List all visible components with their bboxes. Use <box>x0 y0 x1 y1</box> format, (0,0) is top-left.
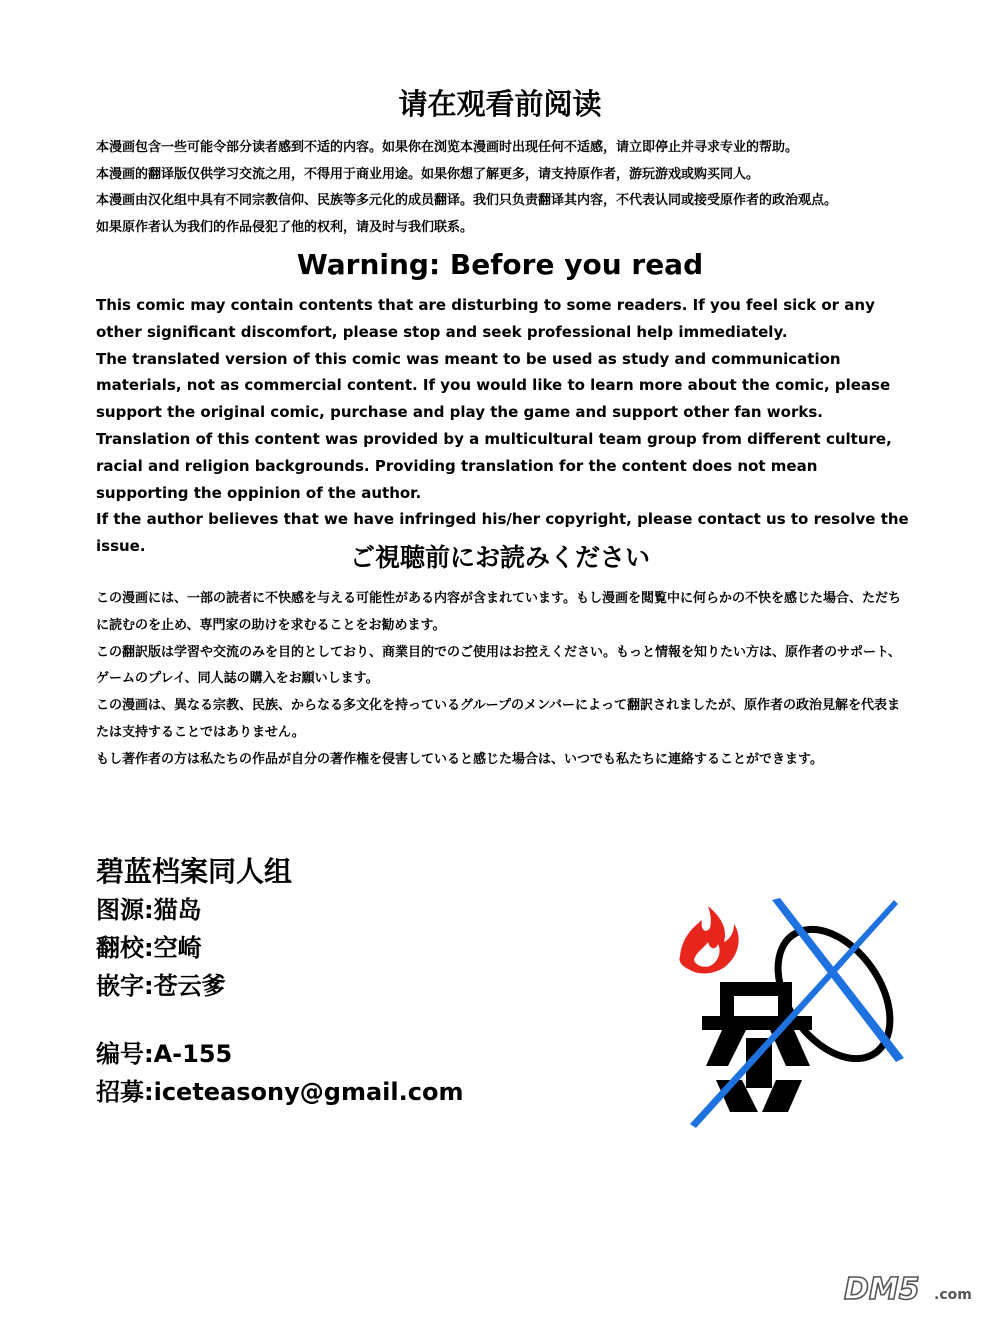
chinese-notice-line: 本漫画包含一些可能令部分读者感到不适的内容。如果你在浏览本漫画时出现任何不适感，请立即停止并寻求专业的帮助。 <box>96 140 799 155</box>
japanese-notice-paragraph: この漫画は、異なる宗教、民族、からなる多文化を持っているグループのメンバーによって翻訳されましたが、原作者の政治見解を代表または支持することではありません。 <box>96 698 901 740</box>
serial-number: 编号:A-155 <box>96 1040 233 1068</box>
english-notice-body <box>96 292 911 560</box>
group-emblem-logo <box>662 898 912 1128</box>
chinese-notice-line: 本漫画由汉化组中具有不同宗教信仰、民族等多元化的成员翻译。我们只负责翻译其内容，不代表认同或接受原作者的政治观点。 <box>96 193 838 208</box>
chinese-notice-line: 如果原作者认为我们的作品侵犯了他的权利，请及时与我们联系。 <box>96 219 474 235</box>
proofreading-credit: 翻校:空崎 <box>96 934 202 962</box>
image-source-credit: 图源:猫岛 <box>96 896 202 924</box>
english-notice-paragraph: The translated version of this comic was meant to be used as study and communication materials, not as commercial content. If you would like to learn more about the comic, please support the original comic, purchase and play the game and support other fan works. <box>96 349 891 422</box>
typesetting-credit: 嵌字:苍云爹 <box>96 972 226 1000</box>
chinese-notice-body <box>96 135 911 241</box>
emblem-glyph <box>702 982 812 1112</box>
japanese-notice-paragraph: この漫画には、一部の読者に不快感を与える可能性がある内容が含まれています。もし漫画を閲覧中に何らかの不快を感じた場合、ただちに読むのを止め、専門家の助けを求むることをお勧めます。 <box>96 591 901 633</box>
english-notice-paragraph: Translation of this content was provided by a multicultural team group from different culture, racial and religion backgrounds. Providing translation for the content does not mean supporting the oppinion of the author. <box>96 429 892 502</box>
english-notice-paragraph: If the author believes that we have infringed his/her copyright, please contact us to resolve the issue. <box>96 510 909 556</box>
chinese-notice-title: 请在观看前阅读 <box>398 87 602 121</box>
watermark-text: DM5 <box>844 1272 920 1307</box>
japanese-notice-paragraph: この翻訳版は学習や交流のみを目的としており、商業目的でのご使用はお控えください。もっと情報を知りたい方は、原作者のサポート、ゲームのプレイ、同人誌の購入をお願いします。 <box>96 644 901 687</box>
english-notice-paragraph: This comic may contain contents that are disturbing to some readers. If you feel sick or any other significant discomfort, please stop and seek professional help immediately. <box>96 296 875 341</box>
japanese-notice-paragraph: もし著作者の方は私たちの作品が自分の著作権を侵害していると感じた場合は、いつでも私たちに連絡することができます。 <box>96 751 823 767</box>
chinese-notice-line: 本漫画的翻译版仅供学习交流之用，不得用于商业用途。如果你想了解更多，请支持原作者，游玩游戏或购买同人。 <box>96 166 760 182</box>
credits-spacer <box>96 1005 616 1035</box>
dm5-watermark <box>840 1268 990 1308</box>
credits-block <box>96 853 616 1111</box>
japanese-notice-title: ご視聴前にお読みください <box>349 543 650 572</box>
watermark-suffix: .com <box>934 1287 972 1303</box>
recruitment-email: 招募:iceteasony@gmail.com <box>96 1078 464 1106</box>
group-name: 碧蓝档案同人组 <box>96 855 293 888</box>
english-notice-title: Warning: Before you read <box>296 248 704 281</box>
japanese-notice-body <box>96 586 911 774</box>
